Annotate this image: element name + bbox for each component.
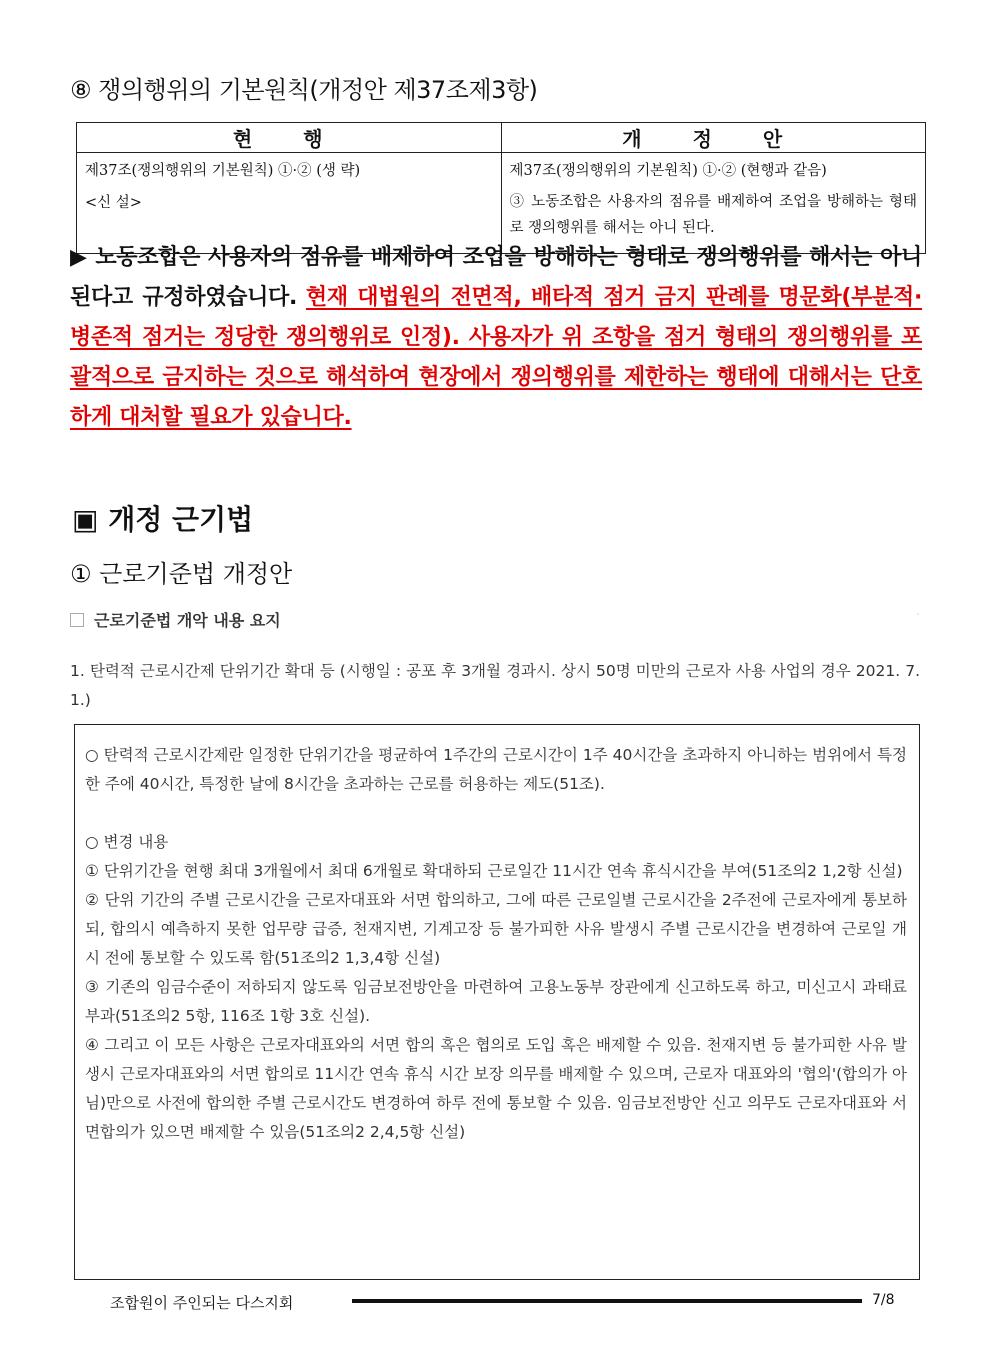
commentary-warning: 현재 대법원의 전면적, 배타적 점거 금지 판례를 명문화(부분적·병존적 점거는 정당한 쟁의행위로 인정). 사용자가 위 조항을 점거 형태의 쟁의행위를 포괄적으로 금지하는 것으로 해석하여 현장에서 쟁의행위를 제한하는 행태에 대해서는 단호하게 대처할 필요가 있습니다. [70, 285, 923, 430]
flexible-hours-box [74, 724, 920, 1280]
footer-rule [352, 1299, 862, 1303]
comparison-table [76, 122, 926, 254]
change-item-3: ③ 기존의 임금수준이 저하되지 않도록 임금보전방안을 마련하여 고용노동부 장관에게 신고하도록 하고, 미신고시 과태료 부과(51조의2 5항, 116조 1항 3호 신설). [85, 978, 907, 1025]
commentary-summary: ▶ 노동조합은 사용자의 점유를 배제하여 조업을 방해하는 형태로 쟁의행위를 해서는 아니된다고 규정하였습니다. [70, 245, 922, 310]
current-new-marker: <신 설> [85, 195, 142, 211]
footer-union-name: 조합원이 주인되는 다스지회 [110, 1294, 294, 1312]
commentary-paragraph [70, 238, 922, 438]
revised-new-clause: ③ 노동조합은 사용자의 점유를 배제하여 조업을 방해하는 형태로 쟁의행위를 해서는 아니 된다. [509, 194, 917, 236]
revised-clause-text: 제37조(쟁의행위의 기본원칙) ①·② (현행과 같음) [509, 163, 827, 179]
change-item-4: ④ 그리고 이 모든 사항은 근로자대표와의 서면 합의 혹은 협의로 도입 혹은 배제할 수 있음. 천재지변 등 불가피한 사유 발생시 근로자대표와의 서면 합의로 11시간 연속 휴식 시간 보장 의무를 배제할 수 있으며, 근로자 대표와의 '협의'(합의가 아님)만으로 사전에 합의한 주별 근로시간도 변경하여 하루 전에 통보할 수 있음. 임금보전방안 신고 의무도 근로자대표와 서면합의가 있으면 배제할 수 있음(51조의2 2,4,5항 신설) [85, 1036, 907, 1141]
page-number: 7/8 [872, 1292, 895, 1308]
checkbox-square-icon [70, 613, 84, 627]
current-clause-text: 제37조(쟁의행위의 기본원칙) ①·② (생 략) [85, 163, 361, 179]
scan-mark-icon: ˎ [916, 606, 921, 616]
change-item-2: ② 단위 기간의 주별 근로시간을 근로자대표와 서면 합의하고, 그에 따른 근로일별 근로시간을 2주전에 근로자에게 통보하되, 합의시 예측하지 못한 업무량 급증, 천재지변, 기계고장 등 불가피한 사유 발생시 주별 근로시간을 변경하여 근로일 개시 전에 통보할 수 있도록 함(51조의2 1,3,4항 신설) [85, 891, 907, 967]
col-header-revised: 개 정 안 [501, 123, 926, 153]
section-title-strike-principles: ⑧ 쟁의행위의 기본원칙(개정안 제37조제3항) [70, 76, 538, 104]
summary-title-text: 근로기준법 개악 내용 요지 [94, 611, 281, 630]
definition-text: ○ 탄력적 근로시간제란 일정한 단위기간을 평균하여 1주간의 근로시간이 1주 40시간을 초과하지 아니하는 범위에서 특정한 주에 40시간, 특정한 날에 8시간을 초과하는 근로를 허용하는 제도(51조). [85, 746, 907, 793]
change-item-1: ① 단위기간을 현행 최대 3개월에서 최대 6개월로 확대하되 근로일간 11시간 연속 휴식시간을 부여(51조의2 1,2항 신설) [85, 862, 903, 880]
col-header-current: 현 행 [77, 123, 502, 153]
intro-paragraph: 1. 탄력적 근로시간제 단위기간 확대 등 (시행일 : 공포 후 3개월 경과시. 상시 50명 미만의 근로자 사용 사업의 경우 2021. 7. 1.) [70, 662, 920, 709]
subheading-labor-standards-act: ① 근로기준법 개정안 [70, 560, 293, 588]
summary-title [70, 608, 281, 631]
section-heading-revised-law: ▣ 개정 근기법 [72, 503, 254, 536]
change-title: ○ 변경 내용 [85, 833, 169, 851]
